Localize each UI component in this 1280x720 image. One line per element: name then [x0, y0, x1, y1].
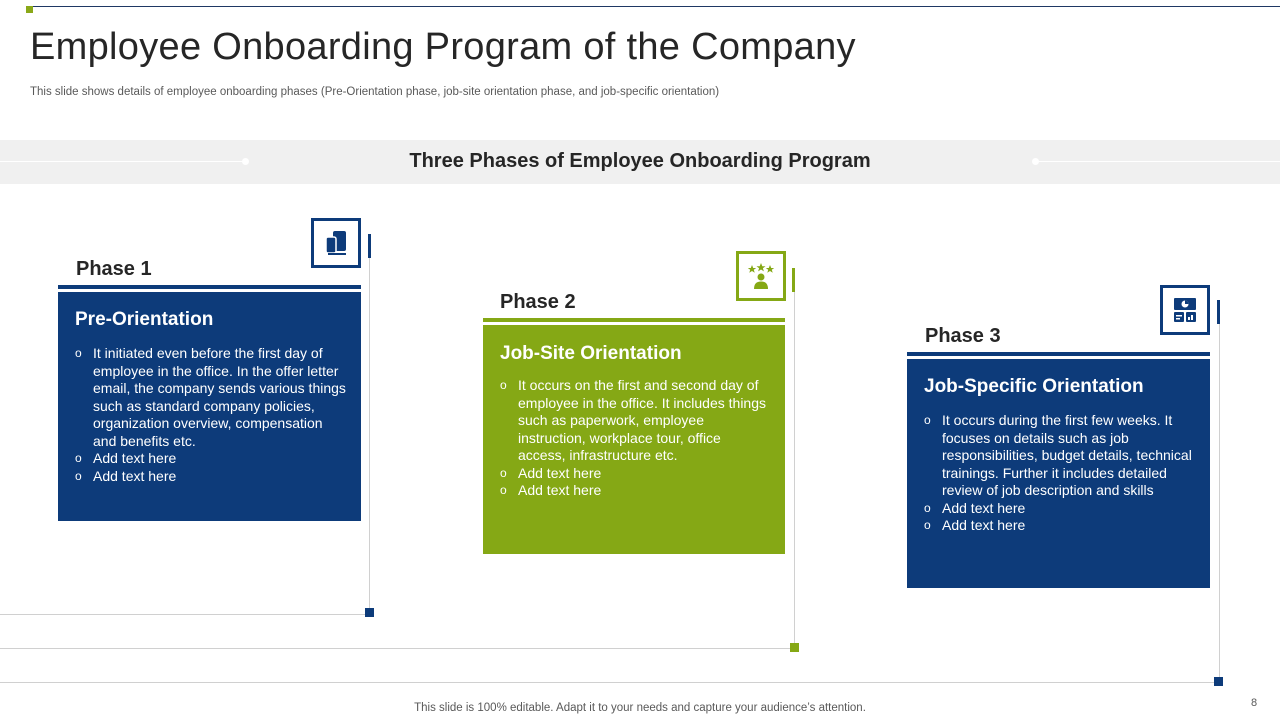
phase3-card: [907, 359, 1210, 588]
slide-subtitle: This slide shows details of employee onboarding phases (Pre-Orientation phase, job-site orientation phase, and job-specific orientation): [30, 86, 720, 98]
phase3-icon-box: [1160, 285, 1210, 335]
phase2-horizontal-line: [0, 648, 794, 649]
list-item: o Add text here: [500, 482, 602, 498]
phase2-bullet-list: [500, 377, 771, 500]
top-divider-line: [28, 6, 1280, 7]
phase2-accent-bar: [792, 268, 795, 292]
phase1-vertical-line: [369, 258, 370, 614]
phase2-end-marker: [790, 643, 799, 652]
phase1-horizontal-line: [0, 614, 369, 615]
section-band-title: Three Phases of Employee Onboarding Program: [409, 150, 871, 172]
phase2-vertical-line: [794, 292, 795, 648]
phase2-card: [483, 325, 785, 554]
slide-footer: This slide is 100% editable. Adapt it to your needs and capture your audience’s attention.: [414, 702, 866, 714]
page-number: 8: [1251, 697, 1258, 709]
phase3-horizontal-line: [0, 682, 1219, 683]
phase2-icon-box: [736, 251, 786, 301]
phase3-end-marker: [1214, 677, 1223, 686]
phase3-label: Phase 3: [925, 325, 1001, 347]
list-item: o Add text here: [924, 517, 1026, 533]
phase2-rule: [483, 318, 785, 322]
slide-title: Employee Onboarding Program of the Company: [30, 26, 856, 68]
star-person-icon: [747, 262, 775, 290]
list-item: o It occurs during the first few weeks. It focuses on details such as job responsibilities, budget details, technical trainings. Further it includes detailed review of job description and skills: [924, 412, 1192, 498]
top-accent-square: [26, 6, 33, 13]
phase3-bullet-list: [924, 412, 1196, 535]
phase3-vertical-line: [1219, 324, 1220, 681]
phase1-end-marker: [365, 608, 374, 617]
phase1-heading: Pre-Orientation: [75, 309, 214, 330]
phase1-accent-bar: [368, 234, 371, 258]
list-item: o Add text here: [75, 467, 177, 484]
phase1-card: [58, 292, 361, 521]
phase1-bullet-list: [75, 345, 347, 485]
devices-icon: [322, 229, 350, 257]
phase3-rule: [907, 352, 1210, 356]
list-item: o It initiated even before the first day of employee in the office. In the offer letter email, the company sends various things such as standard company policies, organization overview, compensation and benefits etc.: [75, 345, 346, 449]
phase1-icon-box: [311, 218, 361, 268]
list-item: o Add text here: [924, 499, 1026, 516]
list-item: o It occurs on the first and second day of employee in the office. It includes things such as paperwork, employee instruction, workplace tour, office access, infrastructure etc.: [500, 377, 767, 463]
phase1-rule: [58, 285, 361, 289]
dashboard-icon: [1171, 296, 1199, 324]
list-item: o Add text here: [75, 450, 177, 466]
phase3-accent-bar: [1217, 300, 1220, 324]
list-item: o Add text here: [500, 464, 602, 481]
phase2-heading: Job-Site Orientation: [500, 343, 682, 364]
phase3-heading: Job-Specific Orientation: [924, 376, 1144, 397]
phase1-label: Phase 1: [76, 258, 152, 280]
phase2-label: Phase 2: [500, 291, 576, 313]
